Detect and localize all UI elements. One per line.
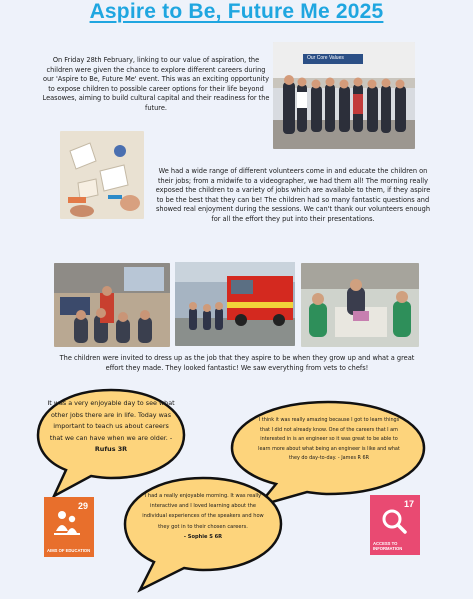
sdg-tile-access-to-information: [370, 495, 420, 555]
quote-author-rufus: Rufus 3R: [94, 445, 128, 454]
sdg-number-29: 29: [78, 501, 89, 511]
dress-up-paragraph: The children were invited to dress up as the job that they aspire to be when they grow up and what a great effort they made. They looked fantastic! We saw everything from vets to chefs!: [59, 354, 415, 372]
photo-banner: Our Core Values: [307, 55, 344, 61]
sdg-number-17: 17: [404, 499, 415, 509]
sdg-label-17: ACCESS TO INFORMATION: [373, 541, 403, 551]
fire-engine-photo: [175, 262, 295, 346]
quote-text-sophie: I had a really enjoyable morning. It was really interactive and I loved learning about the individual experiences of the speakers and how they got in to their chosen careers.: [142, 493, 264, 530]
volunteers-paragraph: We had a wide range of different volunteers come in and educate the children on their jobs; from a midwife to a videographer, we had them all! The morning really exposed the children to a variety of jobs which are available to them, if they aspire to be the best that they can be! The children had so many fantastic questions and showed real enjoyment during the sessions. We can't thank our volunteers enough for all the effort they put into their presentations.: [155, 167, 431, 223]
quote-author-sophie: - Sophie S 6R: [183, 533, 223, 540]
classroom-session-photo: [54, 263, 170, 347]
vet-session-photo: [301, 263, 419, 347]
volunteers-group-photo: [273, 42, 415, 149]
children-craft-photo: [60, 131, 144, 219]
quote-text-james: I think it was really amazing because I got to learn things that I did not already know. One of the careers that I am interested in is an engineer so it was great to be able to learn more about what being an engineer is like and what they do day-to-day. - James R 6R: [258, 417, 400, 462]
sdg-tile-aims-of-education: [44, 497, 94, 557]
quote-text-rufus: It was a very enjoyable day to see what other jobs there are in life. Today was important to teach us about careers that we can have when we are older. -: [47, 399, 175, 442]
quote-bubble-sophie: [122, 476, 284, 594]
page-title: Aspire to Be, Future Me 2025: [89, 0, 384, 23]
sdg-label-29: AIMS OF EDUCATION: [47, 548, 91, 553]
intro-paragraph: On Friday 28th February, linking to our value of aspiration, the children were given the chance to explore different careers during our 'Aspire to Be, Future Me' event. This was an exciting opportunity to expose children to possible career options for their life beyond Leasowes, aiming to build cultural capital and their readiness for the future.: [42, 56, 270, 112]
